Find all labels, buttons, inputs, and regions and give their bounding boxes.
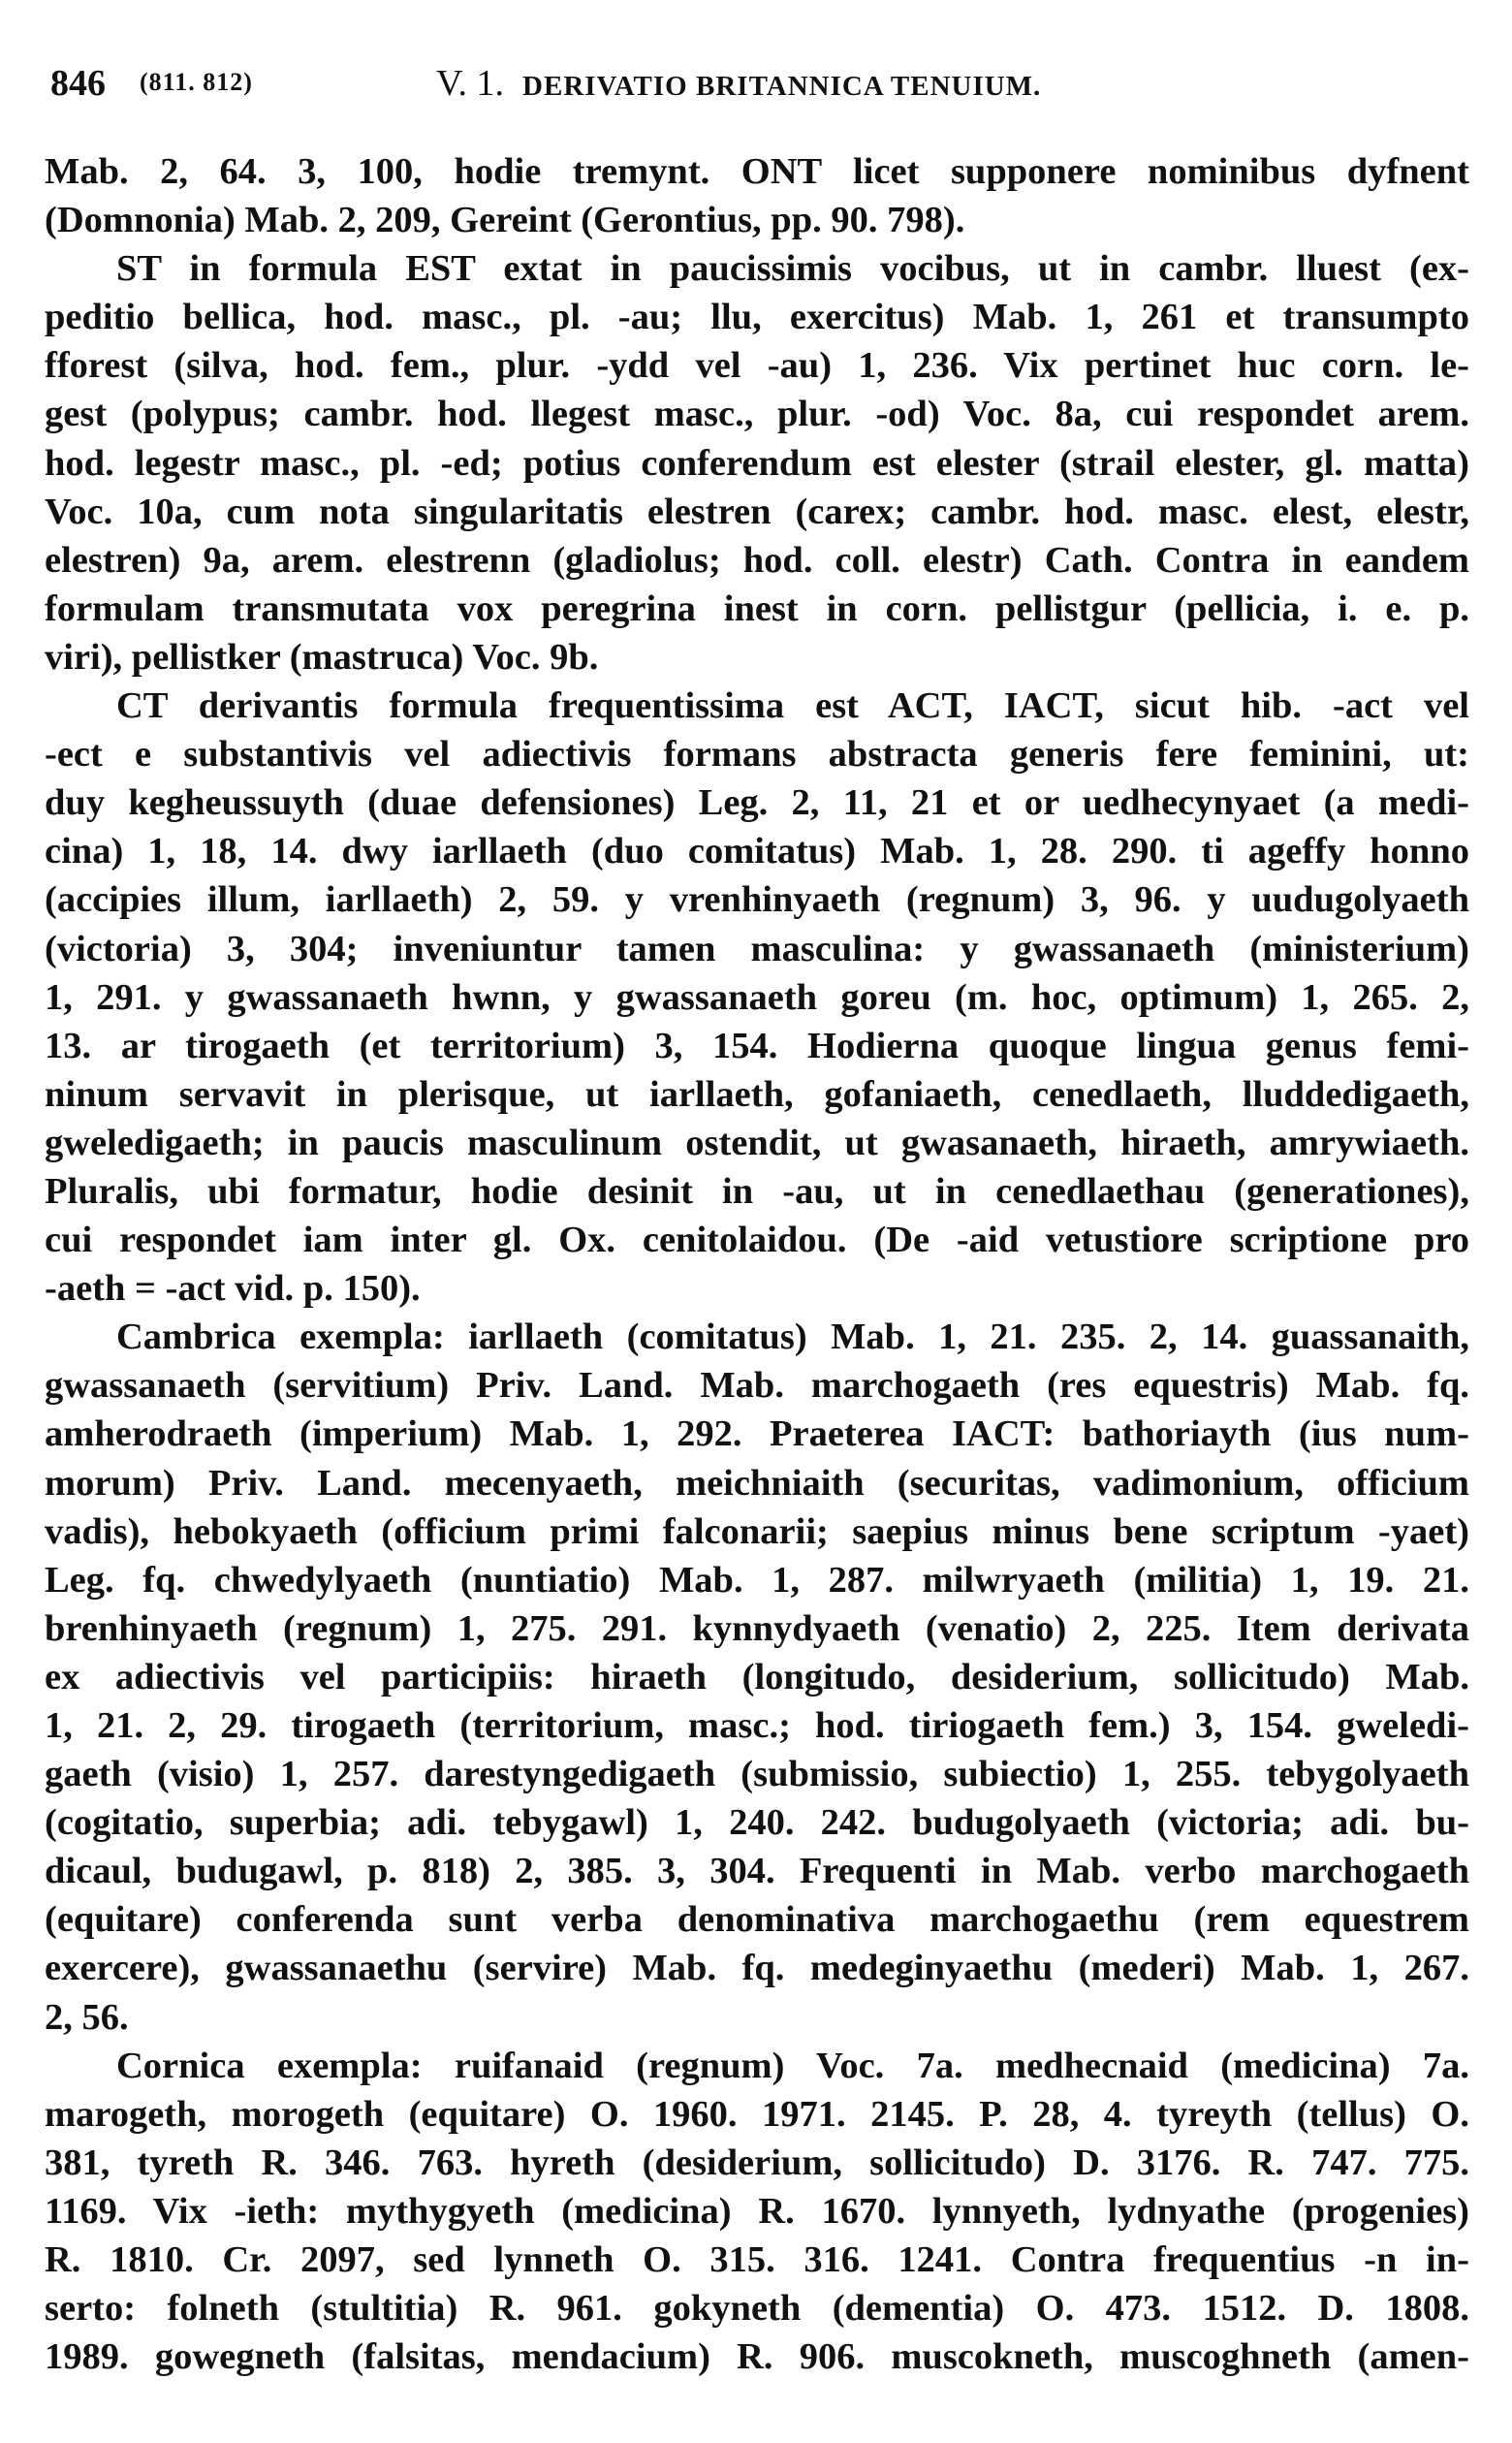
text-line: viri), pellistker (mastruca) Voc. 9b.	[45, 636, 599, 678]
text-line: -aeth = -act vid. p. 150).	[45, 1268, 421, 1310]
text-line: gest (polypus; cambr. hod. llegest masc., plur. -od) Voc. 8a, cui respondet arem.	[45, 394, 1469, 435]
text-line: 2, 56.	[45, 1996, 129, 2038]
text-line: morum) Priv. Land. mecenyaeth, meichniaith (securitas, vadimonium, officium	[45, 1462, 1469, 1504]
text-line: elestren) 9a, arem. elestrenn (gladiolus; hod. coll. elestr) Cath. Contra in eandem	[45, 539, 1469, 581]
text-line: marogeth, morogeth (equitare) O. 1960. 1971. 2145. P. 28, 4. tyreyth (tellus) O.	[45, 2093, 1469, 2135]
text-line: brenhinyaeth (regnum) 1, 275. 291. kynnydyaeth (venatio) 2, 225. Item derivata	[45, 1607, 1469, 1649]
text-line: amherodraeth (imperium) Mab. 1, 292. Praeterea IACT: bathoriayth (ius num-	[45, 1413, 1469, 1455]
paragraph-reference: (811. 812)	[140, 68, 253, 96]
text-line: (victoria) 3, 304; inveniuntur tamen masculina: y gwassanaeth (ministerium)	[45, 928, 1469, 969]
text-line: Voc. 10a, cum nota singularitatis elestren (carex; cambr. hod. masc. elest, elestr,	[45, 491, 1469, 532]
text-line: CT derivantis formula frequentissima est ACT, IACT, sicut hib. -act vel	[116, 685, 1469, 727]
text-line: R. 1810. Cr. 2097, sed lynneth O. 315. 316. 1241. Contra frequentius -n in-	[45, 2239, 1469, 2281]
text-line: vadis), hebokyaeth (officium primi falconarii; saepius minus bene scriptum -yaet)	[45, 1510, 1469, 1552]
section-number: V. 1.	[436, 63, 505, 104]
text-line: dicaul, budugawl, p. 818) 2, 385. 3, 304. Frequenti in Mab. verbo marchogaeth	[45, 1851, 1469, 1892]
text-line: 13. ar tirogaeth (et territorium) 3, 154. Hodierna quoque lingua genus femi-	[45, 1025, 1469, 1066]
running-header	[50, 62, 1465, 120]
text-line: (Domnonia) Mab. 2, 209, Gereint (Gerontius, pp. 90. 798).	[45, 200, 965, 241]
text-line: 1989. gowegneth (falsitas, mendacium) R. 906. muscokneth, muscoghneth (amen-	[45, 2336, 1469, 2378]
text-line: gwassanaeth (servitium) Priv. Land. Mab. marchogaeth (res equestris) Mab. fq.	[45, 1365, 1469, 1407]
text-line: Leg. fq. chwedylyaeth (nuntiatio) Mab. 1, 287. milwryaeth (militia) 1, 19. 21.	[45, 1559, 1469, 1601]
text-line: fforest (silva, hod. fem., plur. -ydd vel -au) 1, 236. Vix pertinet huc corn. le-	[45, 345, 1469, 387]
text-line: cina) 1, 18, 14. dwy iarllaeth (duo comitatus) Mab. 1, 28. 290. ti ageffy honno	[45, 831, 1469, 872]
text-body	[45, 147, 1469, 2381]
text-line: Pluralis, ubi formatur, hodie desinit in -au, ut in cenedlaethau (generationes),	[45, 1170, 1469, 1212]
text-line: 1169. Vix -ieth: mythygyeth (medicina) R. 1670. lynnyeth, lydnyathe (progenies)	[45, 2190, 1469, 2232]
text-line: 1, 21. 2, 29. tirogaeth (territorium, masc.; hod. tiriogaeth fem.) 3, 154. gweledi-	[45, 1705, 1469, 1746]
text-line: 1, 291. y gwassanaeth hwnn, y gwassanaeth goreu (m. hoc, optimum) 1, 265. 2,	[45, 976, 1469, 1018]
text-line: (equitare) conferenda sunt verba denominativa marchogaethu (rem equestrem	[45, 1899, 1469, 1941]
text-line: gaeth (visio) 1, 257. darestyngedigaeth (submissio, subiectio) 1, 255. tebygolyaeth	[45, 1754, 1469, 1795]
text-line: serto: folneth (stultitia) R. 961. gokyneth (dementia) O. 473. 1512. D. 1808.	[45, 2288, 1469, 2330]
text-line: ST in formula EST extat in paucissimis vocibus, ut in cambr. lluest (ex-	[116, 248, 1469, 290]
text-line: Cambrica exempla: iarllaeth (comitatus) Mab. 1, 21. 235. 2, 14. guassanaith,	[116, 1317, 1469, 1358]
title-text: DERIVATIO BRITANNICA TENUIUM.	[522, 71, 1042, 102]
text-line: formulam transmutata vox peregrina inest in corn. pellistgur (pellicia, i. e. p.	[45, 587, 1469, 629]
text-line: (cogitatio, superbia; adi. tebygawl) 1, 240. 242. budugolyaeth (victoria; adi. bu-	[45, 1802, 1469, 1844]
text-line: hod. legestr masc., pl. -ed; potius conferendum est elester (strail elester, gl. matta)	[45, 442, 1469, 484]
text-line: ex adiectivis vel participiis: hiraeth (longitudo, desiderium, sollicitudo) Mab.	[45, 1656, 1469, 1697]
text-line: cui respondet iam inter gl. Ox. cenitolaidou. (De -aid vetustiore scriptione pro	[45, 1220, 1469, 1261]
text-line: -ect e substantivis vel adiectivis formans abstracta generis fere feminini, ut:	[45, 734, 1469, 776]
text-line: peditio bellica, hod. masc., pl. -au; llu, exercitus) Mab. 1, 261 et transumpto	[45, 297, 1469, 338]
text-line: Cornica exempla: ruifanaid (regnum) Voc. 7a. medhecnaid (medicina) 7a.	[116, 2045, 1469, 2086]
page-number: 846	[50, 63, 106, 104]
text-line: duy kegheussuyth (duae defensiones) Leg. 2, 11, 21 et or uedhecynyaet (a medi-	[45, 782, 1469, 824]
text-line: (accipies illum, iarllaeth) 2, 59. y vrenhinyaeth (regnum) 3, 96. y uudugolyaeth	[45, 879, 1469, 921]
text-line: ninum servavit in plerisque, ut iarllaeth, gofaniaeth, cenedlaeth, lluddedigaeth,	[45, 1073, 1469, 1115]
running-title	[436, 62, 1041, 105]
text-line: gweledigaeth; in paucis masculinum ostendit, ut gwasanaeth, hiraeth, amrywiaeth.	[45, 1122, 1469, 1163]
text-line: 381, tyreth R. 346. 763. hyreth (desiderium, sollicitudo) D. 3176. R. 747. 775.	[45, 2142, 1469, 2183]
text-line: exercere), gwassanaethu (servire) Mab. fq. medeginyaethu (mederi) Mab. 1, 267.	[45, 1948, 1469, 1989]
text-line: Mab. 2, 64. 3, 100, hodie tremynt. ONT licet supponere nominibus dyfnent	[45, 151, 1469, 192]
